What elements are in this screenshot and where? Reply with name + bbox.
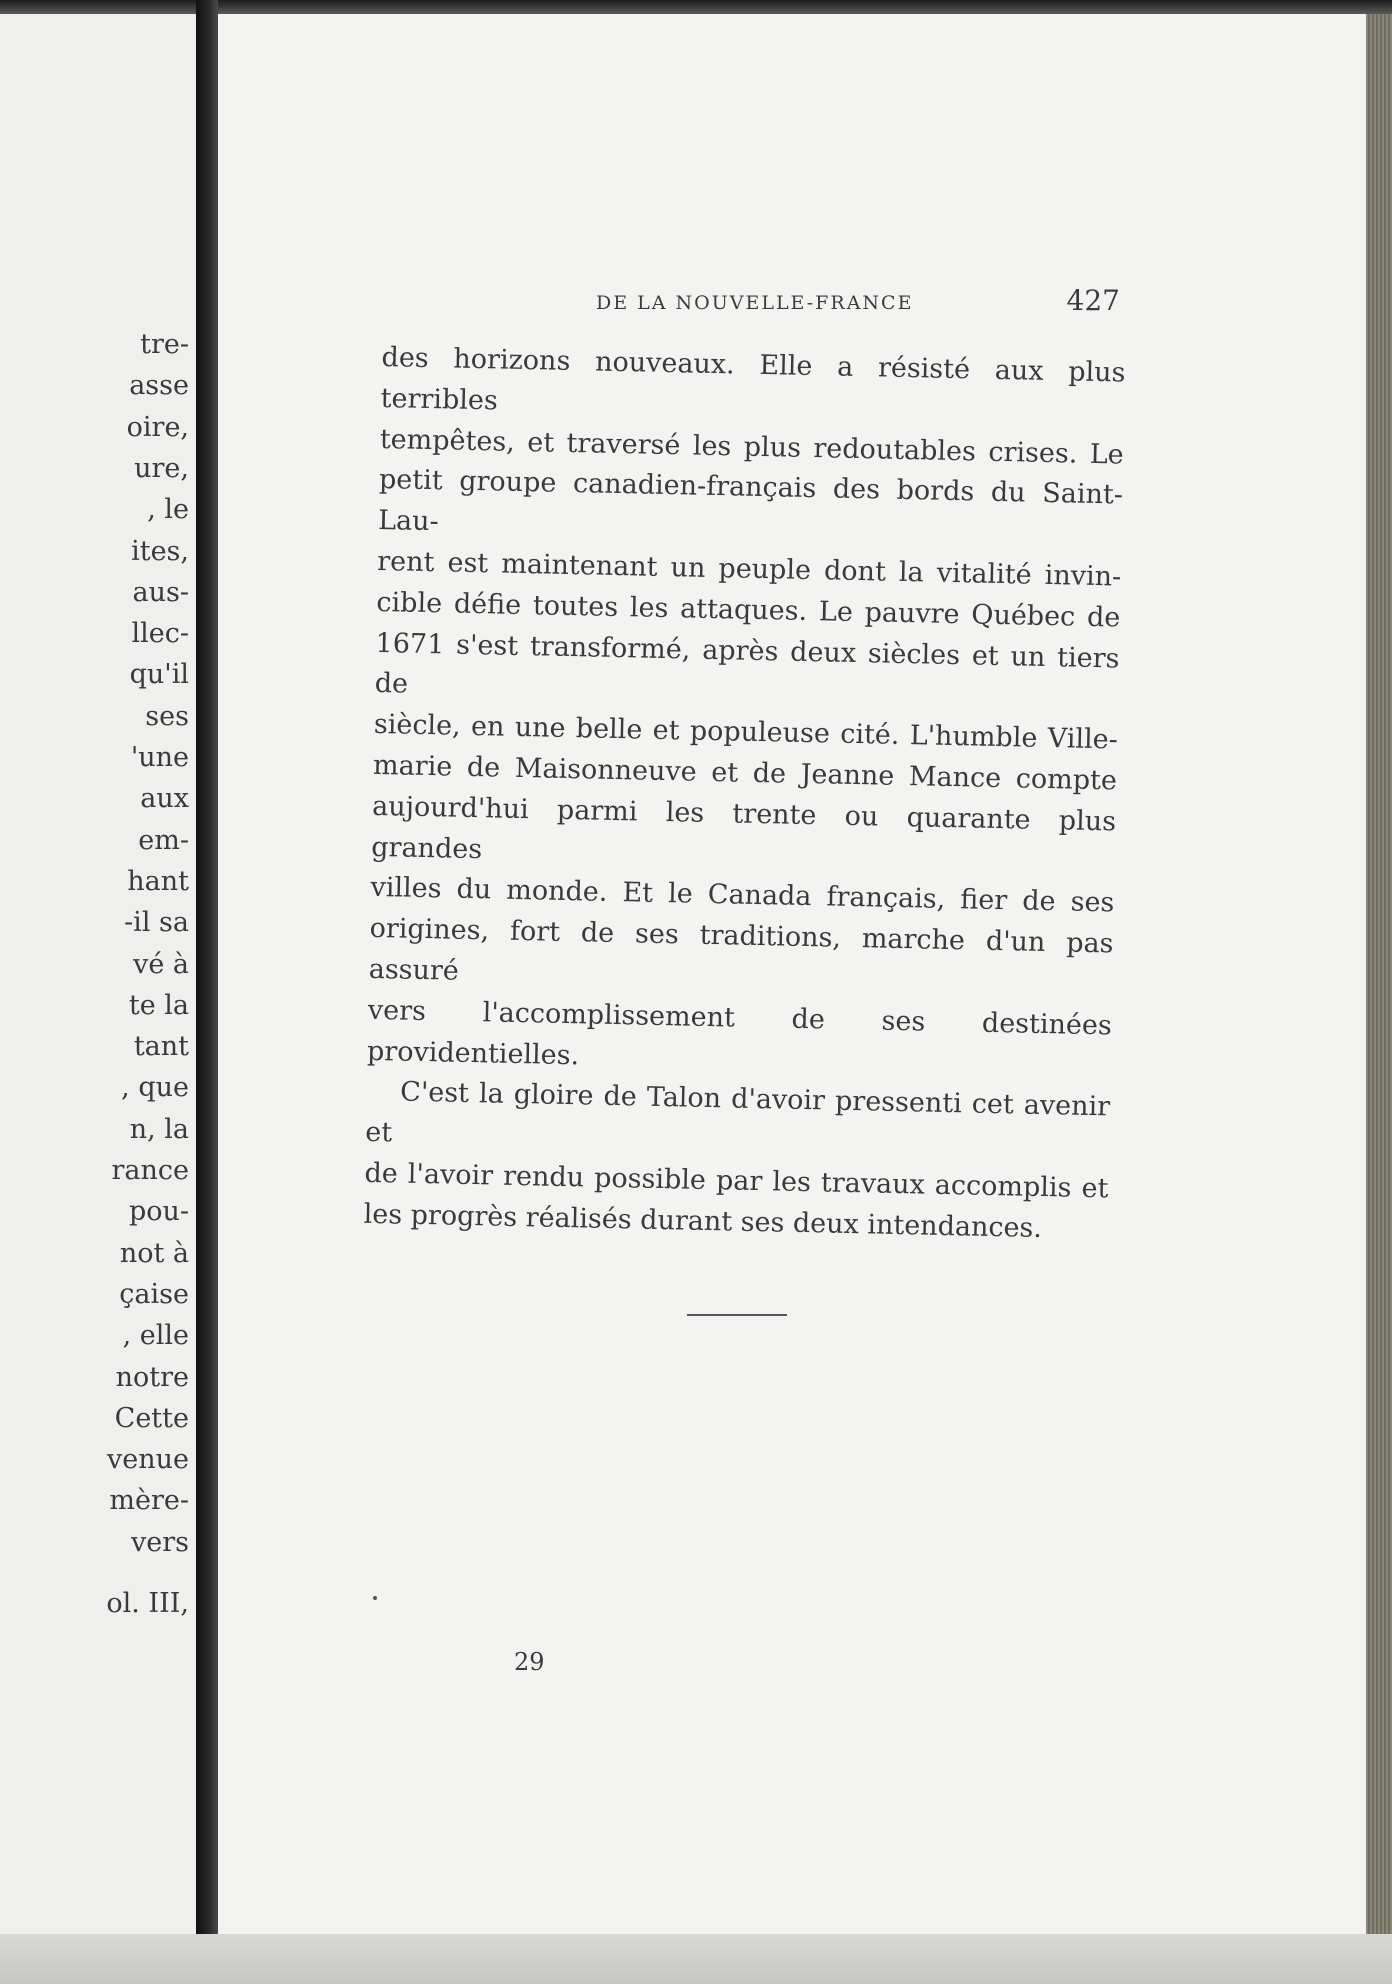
left-page-line: vers — [131, 1526, 189, 1558]
text-line: villes du monde. Et le Canada français, fier de ses — [370, 872, 1115, 919]
left-page-line: llec- — [131, 618, 189, 650]
text-line: des horizons nouveaux. Elle a résisté aux plus terribles — [380, 341, 1126, 417]
left-page-line: ites, — [131, 535, 189, 567]
paragraph-1 — [367, 338, 1126, 1088]
text-line: origines, fort de ses traditions, marche d'un pas assuré — [368, 913, 1114, 987]
left-page-line: oire, — [126, 411, 189, 443]
fore-edge — [1366, 14, 1392, 1964]
left-page-line: not à — [119, 1237, 189, 1269]
section-divider — [687, 1314, 787, 1316]
left-page-line: n, la — [129, 1113, 189, 1145]
left-page-line: em- — [138, 824, 189, 856]
left-page-line: rance — [111, 1155, 189, 1186]
ink-dot — [373, 1596, 377, 1600]
running-title: DE LA NOUVELLE-FRANCE — [596, 292, 914, 314]
left-page-line: Cette — [114, 1402, 189, 1434]
left-page-line: çaise — [119, 1278, 189, 1310]
left-page-line: , elle — [122, 1320, 189, 1352]
signature-mark: 29 — [514, 1648, 545, 1676]
text-line: de l'avoir rendu possible par les travaux accomplis et — [364, 1157, 1109, 1205]
binding-gutter — [196, 0, 218, 1950]
left-page-line: asse — [129, 370, 189, 402]
text-line: C'est la gloire de Talon d'avoir pressenti cet avenir et — [365, 1076, 1111, 1149]
left-page-line: hant — [127, 865, 189, 897]
left-page-line: ol. III, — [106, 1588, 189, 1619]
left-page-line: qu'il — [129, 659, 189, 691]
paragraph-2 — [363, 1072, 1110, 1251]
left-page-line: -il sa — [124, 907, 189, 939]
text-line: petit groupe canadien-français des bords du Saint-Lau- — [377, 464, 1124, 538]
bottom-edge — [0, 1934, 1392, 1984]
left-page-line: vé à — [133, 948, 189, 980]
text-line: rent est maintenant un peuple dont la vitalité invin- — [376, 545, 1122, 593]
left-page-line: 'une — [130, 742, 189, 773]
left-page-line: , que — [121, 1072, 189, 1104]
left-page-line: aux — [140, 783, 189, 815]
text-line: cible défie toutes les attaques. Le pauvre Québec de — [376, 586, 1121, 634]
left-facing-page — [0, 14, 205, 1934]
text-line: les progrès réalisés durant ses deux intendances. — [363, 1198, 1043, 1244]
left-page-line: mère- — [109, 1485, 189, 1517]
text-line: aujourd'hui parmi les trente ou quarante plus grandes — [371, 790, 1117, 865]
text-line: tempêtes, et traversé les plus redoutables crises. Le — [379, 423, 1125, 471]
page-number: 427 — [1066, 284, 1120, 317]
left-page-line: tre- — [140, 329, 189, 360]
text-line: marie de Maisonneuve et de Jeanne Mance compte — [372, 749, 1118, 797]
left-page-line: te la — [128, 989, 189, 1021]
left-page-line: aus- — [132, 576, 189, 608]
left-page-line: pou- — [128, 1196, 189, 1228]
left-page-line: , le — [147, 494, 189, 526]
text-line: vers l'accomplissement de ses destinées providentielles. — [366, 994, 1113, 1071]
left-page-line: venue — [107, 1444, 189, 1476]
text-line: siècle, en une belle et populeuse cité. L'humble Ville- — [373, 709, 1119, 756]
left-page-line: notre — [115, 1361, 189, 1393]
body-text — [363, 338, 1126, 1251]
text-line: 1671 s'est transformé, après deux siècles et un tiers de — [374, 627, 1120, 700]
left-page-line: ses — [145, 700, 189, 732]
left-page-line: tant — [133, 1031, 189, 1063]
left-page-line: ure, — [134, 452, 189, 484]
